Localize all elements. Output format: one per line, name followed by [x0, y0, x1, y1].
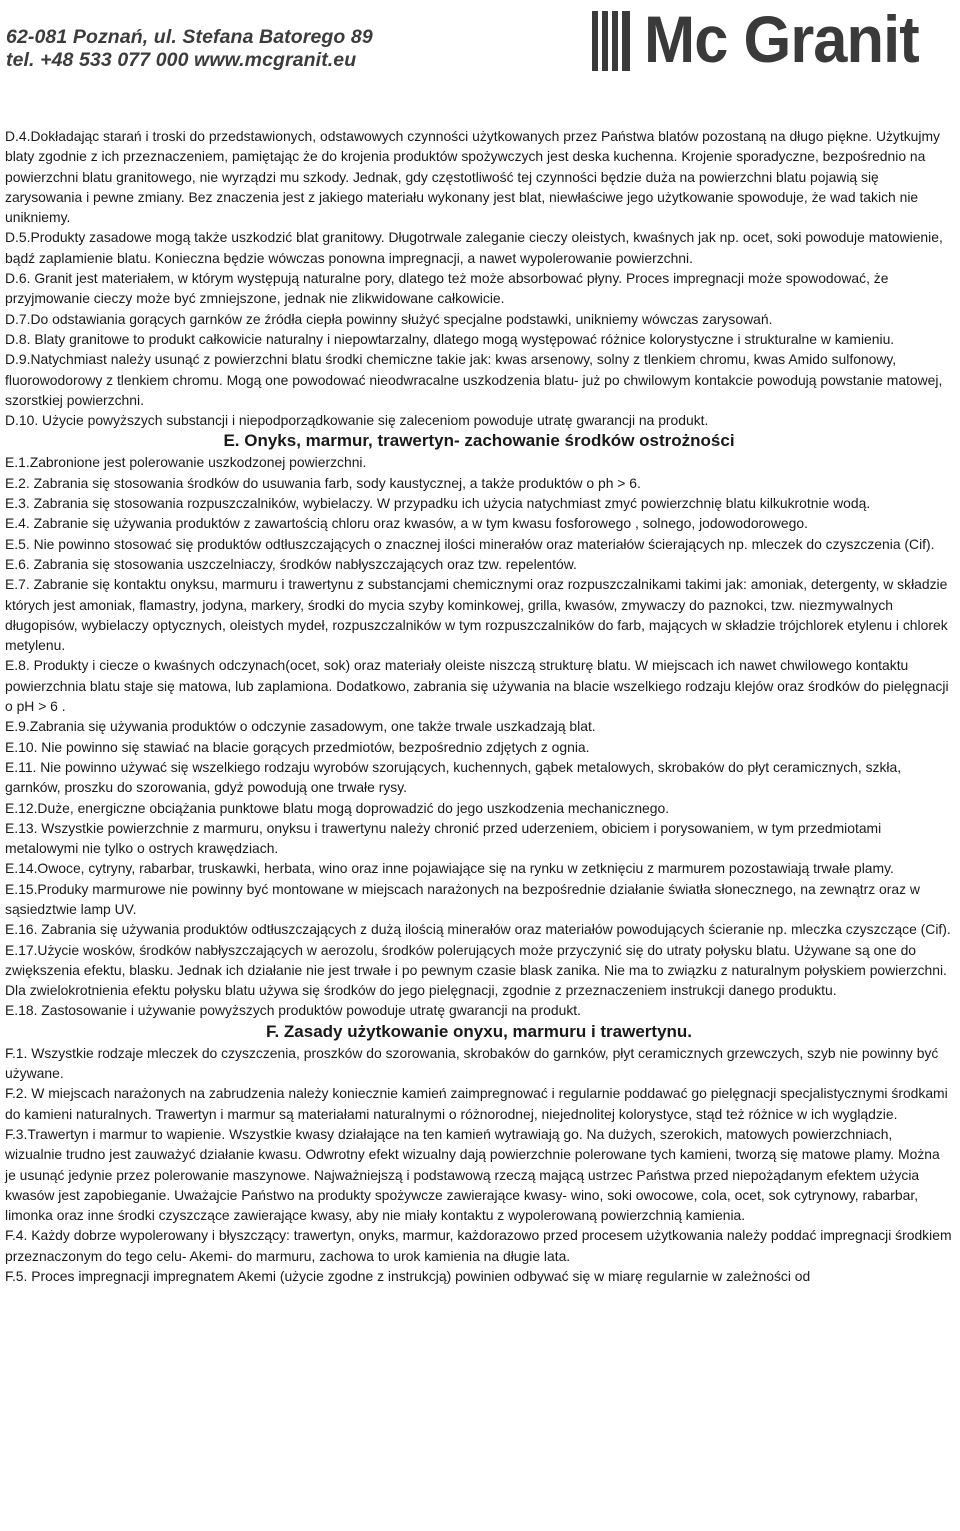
paragraph-e-3: E.3. Zabrania się stosowania rozpuszczalników, wybielaczy. W przypadku ich użycia natychmiast zmyć powierzchnię blatu kilkukrotnie wodą.: [5, 495, 871, 512]
paragraph-e-14: E.14.Owoce, cytryny, rabarbar, truskawki, herbata, wino oraz inne pojawiające się na rynku w zetknięciu z marmurem pozostawiają trwałe plamy.: [5, 860, 894, 877]
paragraph-e-12: E.12.Duże, energiczne obciążania punktowe blatu mogą doprowadzić do jego uszkodzenia mechanicznego.: [5, 799, 670, 816]
company-logo: [592, 2, 952, 76]
address-line: 62-081 Poznań, ul. Stefana Batorego 89: [6, 26, 373, 48]
paragraph-e-6: E.6. Zabrania się stosowania uszczelniaczy, środków nabłyszczających oraz tzw. repelentów.: [5, 555, 577, 572]
section-e: [5, 452, 953, 1020]
section-d: [5, 126, 953, 430]
paragraph-d-3: D.6. Granit jest materiałem, w którym występują naturalne pory, dlatego też może absorbować płyny. Proces impregnacji może spowodować, że przyjmowanie cieczy może być zmniejszone, jednak nie zlikwidowane całkowicie.: [5, 270, 889, 307]
paragraph-e-10: E.10. Nie powinno się stawiać na blacie gorących przedmiotów, bezpośrednio zdjętych z ognia.: [5, 738, 590, 755]
paragraph-e-9: E.9.Zabrania się używania produktów o odczynie zasadowym, one także trwale uszkadzają blat.: [5, 718, 596, 735]
paragraph-e-11: E.11. Nie powinno używać się wszelkiego rodzaju wyrobów szorujących, kuchennych, gąbek metalowych, skrobaków do płyt ceramicznych, szkła, garnków, proszku do szorowania, gdyż powodują one trwałe rysy.: [5, 758, 902, 796]
paragraph-e-8: E.8. Produkty i ciecze o kwaśnych odczynach(ocet, sok) oraz materiały oleiste niszczą strukturę blatu. W miejscach ich nawet chwilowego kontaktu powierzchnia blatu staje się matowa, lub zaplamiona. Dodatkowo, zabrania się używania na blacie wszelkiego rodzaju klejów oraz środków do pielęgnacji o pH > 6 .: [5, 657, 949, 715]
section-f-title: F. Zasady użytkowanie onyxu, marmuru i trawertynu.: [265, 1021, 693, 1041]
logo-bars-icon: [592, 11, 638, 71]
paragraph-e-13: E.13. Wszystkie powierzchnie z marmuru, onyksu i trawertynu należy chronić przed uderzeniem, obiciem i porysowaniem, w tym przedmiotami metalowymi nie tylko o ostrych krawędziach.: [5, 819, 882, 857]
company-address: [6, 26, 373, 72]
paragraph-f-5: F.5. Proces impregnacji impregnatem Akemi (użycie zgodne z instrukcją) powinien odbywać się w miarę regularnie w zależności od: [5, 1268, 811, 1285]
contact-line: tel. +48 533 077 000 www.mcgranit.eu: [6, 49, 357, 71]
paragraph-f-2: F.2. W miejscach narażonych na zabrudzenia należy koniecznie kamień zaimpregnować i regularnie poddawać go pielęgnacji specjalistycznymi środkami do kamieni naturalnych. Trawertyn i marmur są materiałami naturalnymi o różnorodnej, niejednolitej kolorystyce, stąd też różnice w ich wyglądzie.: [5, 1085, 948, 1122]
page-header: [0, 0, 960, 92]
paragraph-d-5: D.8. Blaty granitowe to produkt całkowicie naturalny i niepowtarzalny, dlatego mogą występować różnice kolorystyczne i strukturalne w kamieniu.: [5, 330, 895, 347]
paragraph-d-6: D.9.Natychmiast należy usunąć z powierzchni blatu środki chemiczne takie jak: kwas arsenowy, solny z tlenkiem chromu, kwas Amido sulfonowy, fluorowodorowy z tlenkiem chromu. Mogą one powodować nieodwracalne uszkodzenia blatu- już po chwilowym kontakcie powodują powstanie matowej, szorstkiej powierzchni.: [5, 351, 943, 408]
paragraph-e-18: E.18. Zastosowanie i używanie powyższych produktów powoduje utratę gwarancji na produkt.: [5, 1002, 582, 1019]
paragraph-f-4: F.4. Każdy dobrze wypolerowany i błyszczący: trawertyn, onyks, marmur, każdorazowo przed procesem użytkowania należy poddać impregnacji środkiem przeznaczonym do tego celu- Akemi- do marmuru, zachowa to urok kamienia na długie lata.: [5, 1227, 952, 1264]
paragraph-f-1: F.1. Wszystkie rodzaje mleczek do czyszczenia, proszków do szorowania, skrobaków do garnków, płyt ceramicznych grzewczych, szyb nie powinny być używane.: [5, 1044, 939, 1082]
paragraph-e-15: E.15.Produky marmurowe nie powinny być montowane w miejscach narażonych na bezpośrednie działanie światła słonecznego, na zewnątrz oraz w sąsiedztwie lamp UV.: [5, 880, 920, 917]
paragraph-e-16: E.16. Zabrania się używania produktów odtłuszczających z dużą ilością minerałów oraz materiałów powodujących ścieranie np. mleczka czyszczące (Cif).: [5, 921, 951, 938]
paragraph-e-1: E.1.Zabronione jest polerowanie uszkodzonej powierzchni.: [5, 454, 367, 471]
paragraph-f-3: F.3.Trawertyn i marmur to wapienie. Wszystkie kwasy działające na ten kamień wytrawiają go. Na dużych, szerokich, matowych powierzchniach, wizualnie trudno jest zauważyć działanie kwasu. Odwrotny efekt wizualny dają powierzchnie polerowane tych kamieni, tworzą się matowe plamy. Można je usunąć jedynie przez polerowanie maszynowe. Najważniejszą i podstawową rzeczą mającą ustrzec Państwa przed niepożądanym efektem użycia kwasów jest zapobieganie. Uważajcie Państwo na produkty spożywcze zawierające kwasy- wino, soki owocowe, cola, ocet, sok cytrynowy, rabarbar, limonka oraz inne środki czyszczące zawierające kwasy, aby nie miały kontaktu z wypolerowaną powierzchnią kamienia.: [5, 1125, 940, 1224]
paragraph-d-2: D.5.Produkty zasadowe mogą także uszkodzić blat granitowy. Długotrwale zaleganie cieczy oleistych, kwaśnych jak np. ocet, soki powoduje matowienie, bądź zaplamienie blatu. Konieczna będzie wówczas ponowna impregnacji, a nawet wypolerowanie powierzchni.: [5, 229, 943, 266]
paragraph-e-5: E.5. Nie powinno stosować się produktów odtłuszczających o znacznej ilości minerałów oraz materiałów ścierających np. mleczek do czyszczenia (Cif).: [5, 535, 935, 552]
paragraph-d-7: D.10. Użycie powyższych substancji i niepodporządkowanie się zaleceniom powoduje utratę gwarancji na produkt.: [5, 412, 709, 429]
paragraph-e-2: E.2. Zabrania się stosowania środków do usuwania farb, sody kaustycznej, a także produktów o ph > 6.: [5, 474, 641, 491]
paragraph-d-1: D.4.Dokładając starań i troski do przedstawionych, odstawowych czynności użytkowanych przez Państwa blatów pozostaną na długo piękne. Użytkujmy blaty zgodnie z ich przeznaczeniem, pamiętając że do krojenia produktów spożywczych jest deska kuchenna. Krojenie sporadyczne, bezpośrednio na powierzchni blatu granitowego, nie wyrządzi mu szkody. Jednak, gdy częstotliwość tej czynności będzie duża na powierzchni blatu pojawią się zarysowania i pewne zmiany. Bez znaczenia jest z jakiego materiału wykonany jest blat, niewłaściwe jego użytkowanie spowoduje, że wad takich nie unikniemy.: [5, 128, 940, 226]
paragraph-e-7: E.7. Zabranie się kontaktu onyksu, marmuru i trawertynu z substancjami chemicznymi oraz rozpuszczalnikami takimi jak: amoniak, detergenty, w składzie których jest amoniak, flamastry, jodyna, markery, środki do mycia szyby kominkowej, grilla, kwasów, zmywaczy do paznokci, tzw. niezmywalnych długopisów, wybielaczy optycznych, oleistych mydeł, rozpuszczalników w tym rozpuszczalników do farb, mających w składzie trójchlorek etylenu i chlorek metylenu.: [5, 576, 948, 654]
section-e-title: E. Onyks, marmur, trawertyn- zachowanie środków ostrożności: [223, 431, 735, 451]
logo-text: Mc Granit: [644, 2, 919, 76]
paragraph-e-4: E.4. Zabranie się używania produktów z zawartością chloru oraz kwasów, a w tym kwasu fosforowego , solnego, jodowodorowego.: [5, 515, 808, 532]
section-f: [5, 1043, 953, 1287]
paragraph-d-4: D.7.Do odstawiania gorących garnków ze źródła ciepła powinny służyć specjalne podstawki, unikniemy wówczas zarysowań.: [5, 310, 773, 327]
paragraph-e-17: E.17.Użycie wosków, środków nabłyszczających w aerozolu, środków polerujących może przyczynić się do utraty połysku blatu. Używane są one do zwiększenia efektu, blasku. Jednak ich działanie nie jest trwałe i po pewnym czasie blask zanika. Nie ma to związku z naturalnym połyskiem powierzchni. Dla zwielokrotnienia efektu połysku blatu używa się środków do jego pielęgnacji, zgodnie z przeznaczeniem instrukcji danego produktu.: [5, 941, 947, 999]
document-body: [5, 126, 953, 1286]
